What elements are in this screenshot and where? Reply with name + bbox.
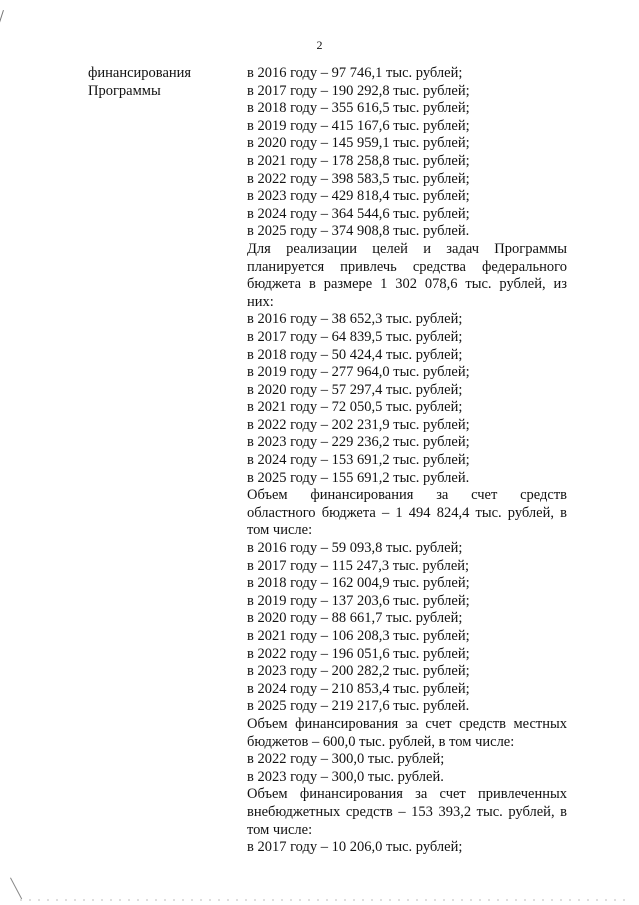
year-amount-line: в 2016 году – 59 093,8 тыс. рублей;	[247, 540, 463, 557]
year-amount-line: в 2022 году – 398 583,5 тыс. рублей;	[247, 170, 470, 187]
year-amount-line: в 2022 году – 300,0 тыс. рублей;	[247, 751, 445, 768]
year-amount-line: в 2016 году – 97 746,1 тыс. рублей;	[247, 65, 463, 81]
paragraph-line: бюджетов – 600,0 тыс. рублей, в том числе:	[247, 733, 515, 750]
regional-budget-paragraph	[247, 487, 567, 540]
year-amount-line: в 2019 году – 137 203,6 тыс. рублей;	[247, 592, 470, 609]
year-amount-line: в 2019 году – 277 964,0 тыс. рублей;	[247, 364, 470, 381]
year-amount-line: в 2025 году – 155 691,2 тыс. рублей.	[247, 469, 470, 486]
year-amount-line: в 2024 году – 210 853,4 тыс. рублей;	[247, 680, 470, 697]
year-amount-line: в 2019 году – 415 167,6 тыс. рублей;	[247, 117, 470, 134]
extrabudgetary-paragraph	[247, 786, 567, 839]
year-amount-line: в 2020 году – 145 959,1 тыс. рублей;	[247, 135, 470, 152]
year-amount-line: в 2018 году – 50 424,4 тыс. рублей;	[247, 346, 463, 363]
regional-by-year-list	[247, 540, 567, 716]
scan-edge-artifact	[20, 899, 630, 901]
year-amount-line: в 2016 году – 38 652,3 тыс. рублей;	[247, 311, 463, 328]
paragraph-line: бюджета в размере 1 302 078,6 тыс. рублей, из	[247, 276, 567, 293]
federal-by-year-list	[247, 311, 567, 487]
year-amount-line: в 2021 году – 72 050,5 тыс. рублей;	[247, 399, 463, 416]
year-amount-line: в 2020 году – 57 297,4 тыс. рублей;	[247, 381, 463, 398]
local-by-year-list	[247, 751, 567, 786]
year-amount-line: в 2020 году – 88 661,7 тыс. рублей;	[247, 610, 463, 627]
extrabudgetary-by-year-list	[247, 839, 567, 857]
year-amount-line: в 2023 году – 429 818,4 тыс. рублей;	[247, 188, 470, 205]
year-amount-line: в 2022 году – 202 231,9 тыс. рублей;	[247, 416, 470, 433]
year-amount-line: в 2017 году – 64 839,5 тыс. рублей;	[247, 328, 463, 345]
paragraph-line: Для реализации целей и задач Программы	[247, 240, 567, 257]
scan-pen-mark-bottom	[10, 878, 22, 900]
paragraph-line: внебюджетных средств – 153 393,2 тыс. рублей, в	[247, 803, 567, 820]
year-amount-line: в 2018 году – 162 004,9 тыс. рублей;	[247, 575, 470, 592]
year-amount-line: в 2023 году – 300,0 тыс. рублей.	[247, 768, 444, 785]
year-amount-line: в 2021 году – 178 258,8 тыс. рублей;	[247, 152, 470, 169]
year-amount-line: в 2024 году – 364 544,6 тыс. рублей;	[247, 205, 470, 222]
left-label-line: Программы	[88, 82, 161, 99]
year-amount-line: в 2021 году – 106 208,3 тыс. рублей;	[247, 628, 470, 644]
year-amount-line: в 2018 году – 355 616,5 тыс. рублей;	[247, 100, 470, 117]
year-amount-line: в 2017 году – 10 206,0 тыс. рублей;	[247, 839, 463, 856]
paragraph-line: областного бюджета – 1 494 824,4 тыс. рублей, в	[247, 504, 567, 521]
year-amount-line: в 2022 году – 196 051,6 тыс. рублей;	[247, 645, 470, 662]
paragraph-line: том числе:	[247, 821, 313, 838]
paragraph-line: Объем финансирования за счет средств	[247, 487, 567, 504]
paragraph-line: Объем финансирования за счет привлеченных	[247, 786, 567, 803]
year-amount-line: в 2025 году – 219 217,6 тыс. рублей.	[247, 698, 470, 715]
local-budget-paragraph	[247, 716, 567, 751]
year-amount-line: в 2024 году – 153 691,2 тыс. рублей;	[247, 452, 470, 469]
year-amount-line: в 2017 году – 190 292,8 тыс. рублей;	[247, 82, 470, 99]
year-amount-line: в 2025 году – 374 908,8 тыс. рублей.	[247, 223, 470, 240]
year-amount-line: в 2017 году – 115 247,3 тыс. рублей;	[247, 557, 470, 574]
left-label-line: финансирования	[88, 65, 192, 81]
year-amount-line: в 2023 году – 229 236,2 тыс. рублей;	[247, 434, 470, 451]
table-right-column	[247, 65, 567, 857]
paragraph-line: том числе:	[247, 522, 313, 539]
paragraph-line: планируется привлечь средства федерального	[247, 258, 567, 275]
federal-budget-paragraph	[247, 241, 567, 311]
page-number: 2	[316, 38, 323, 52]
total-by-year-list	[247, 65, 567, 241]
table-left-column	[88, 65, 238, 100]
paragraph-line: Объем финансирования за счет средств местных	[247, 715, 567, 732]
paragraph-line: них:	[247, 293, 274, 310]
year-amount-line: в 2023 году – 200 282,2 тыс. рублей;	[247, 663, 470, 680]
